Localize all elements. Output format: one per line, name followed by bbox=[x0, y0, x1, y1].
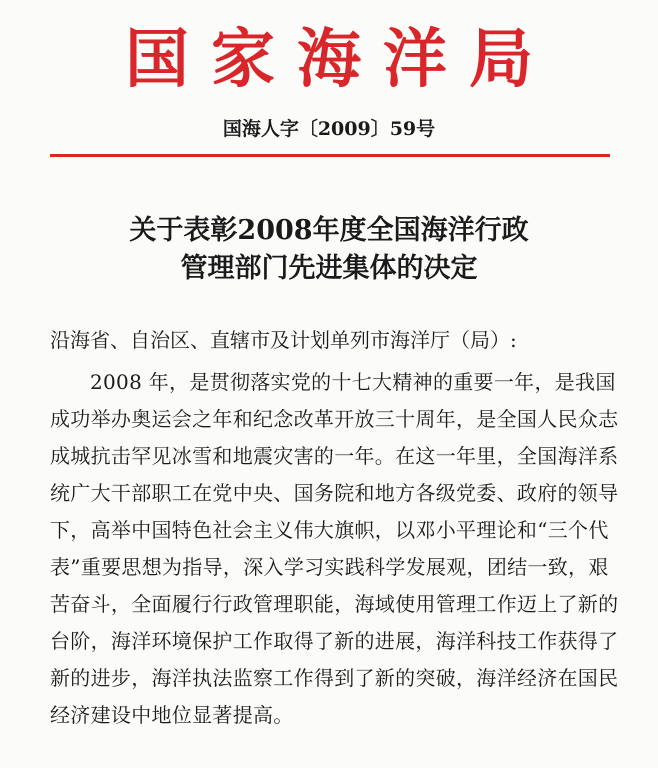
document-title-line-2: 管理部门先进集体的决定 bbox=[180, 253, 478, 284]
body-line-4: 统广大干部职工在党中央、国务院和地方各级党委、政府的领导 bbox=[50, 481, 619, 505]
body-line-5: 下，高举中国特色社会主义伟大旗帜，以邓小平理论和“三个代 bbox=[50, 518, 609, 542]
body-line-10: 经济建设中地位显著提高。 bbox=[50, 703, 294, 727]
body-line-8: 台阶，海洋环境保护工作取得了新的进展，海洋科技工作获得了 bbox=[50, 629, 619, 653]
salutation: 沿海省、自治区、直辖市及计划单列市海洋厅（局）: bbox=[50, 328, 517, 352]
body-line-1: 2008 年，是贯彻落实党的十七大精神的重要一年，是我国 bbox=[90, 370, 616, 394]
body-line-9: 新的进步，海洋执法监察工作得到了新的突破，海洋经济在国民 bbox=[50, 666, 619, 690]
document-number: 国海人字〔2009〕59号 bbox=[222, 118, 436, 140]
agency-name-header: 国家海洋局 bbox=[125, 22, 555, 97]
body-line-6: 表”重要思想为指导，深入学习实践科学发展观，团结一致，艰 bbox=[50, 555, 609, 579]
body-line-7: 苦奋斗，全面履行行政管理职能，海域使用管理工作迈上了新的 bbox=[50, 592, 619, 616]
body-line-3: 成城抗击罕见冰雪和地震灾害的一年。在这一年里，全国海洋系 bbox=[50, 444, 619, 468]
red-divider-rule bbox=[50, 154, 610, 157]
document-title-line-1: 关于表彰2008年度全国海洋行政 bbox=[129, 215, 529, 246]
body-line-2: 成功举办奥运会之年和纪念改革开放三十周年，是全国人民众志 bbox=[50, 407, 619, 431]
